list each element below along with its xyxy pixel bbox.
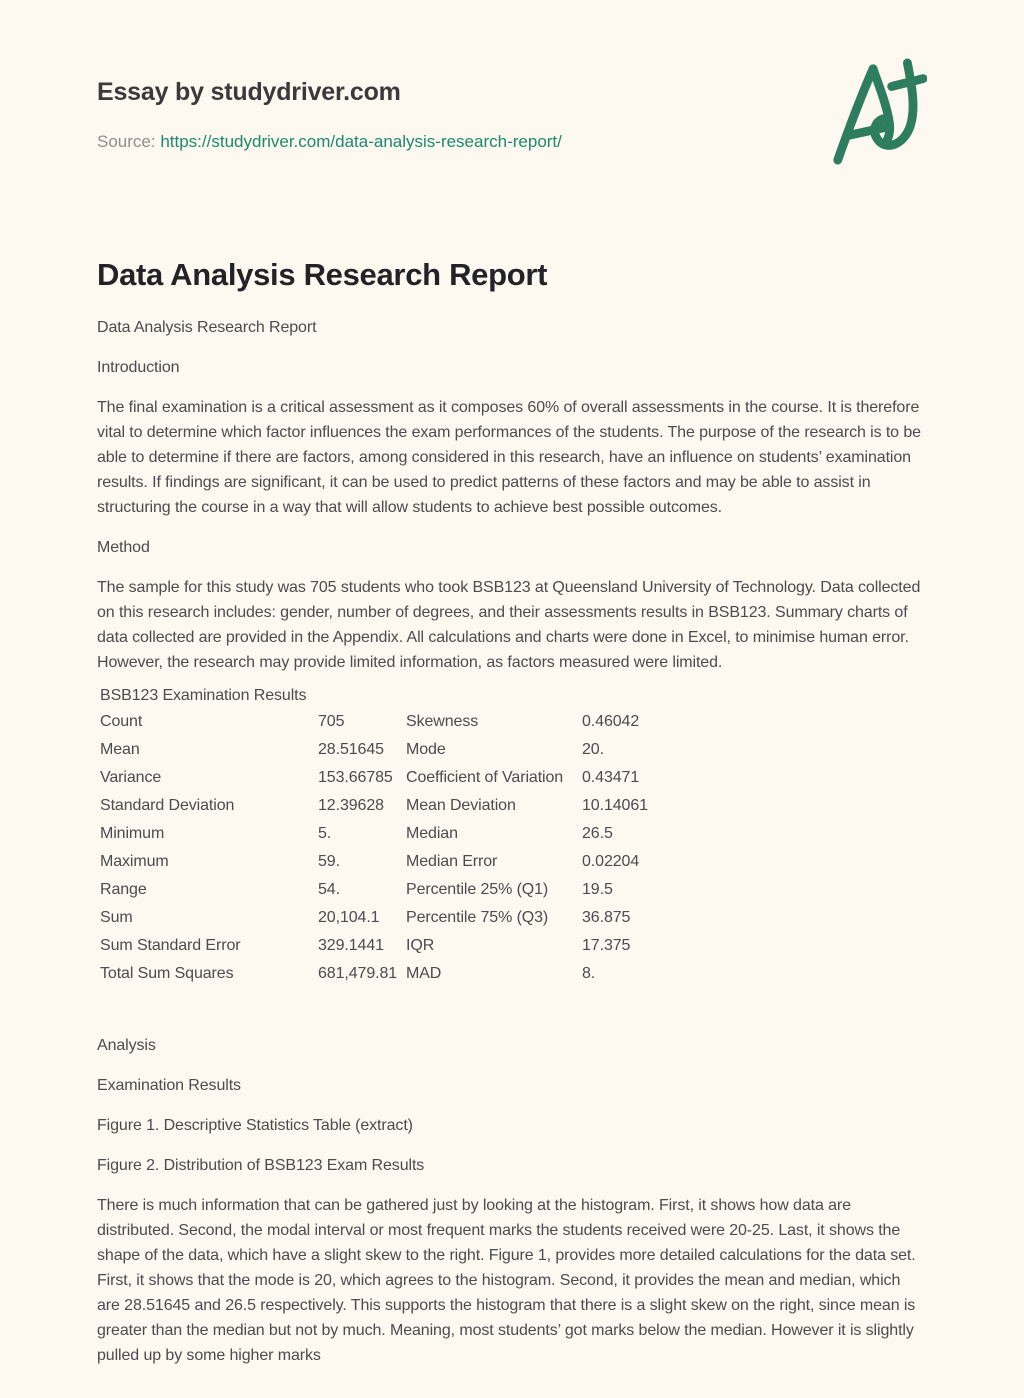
stat-value: 20. bbox=[582, 741, 604, 758]
source-label: Source: bbox=[97, 132, 156, 151]
stat-label: Mean Deviation bbox=[406, 797, 516, 814]
header-text-block bbox=[97, 55, 562, 152]
stat-value: 54. bbox=[318, 881, 340, 898]
stat-label: Percentile 25% (Q1) bbox=[406, 881, 549, 898]
header bbox=[97, 0, 927, 167]
stat-label: Standard Deviation bbox=[100, 797, 235, 814]
source-line bbox=[97, 132, 562, 152]
stats-table-title: BSB123 Examination Results bbox=[100, 687, 307, 704]
stat-label: Minimum bbox=[100, 825, 165, 842]
stat-label: Maximum bbox=[100, 853, 169, 870]
stat-label: IQR bbox=[406, 937, 435, 954]
article-subtitle: Data Analysis Research Report bbox=[97, 319, 317, 336]
a-plus-logo-icon bbox=[825, 55, 927, 167]
stat-value: 12.39628 bbox=[318, 797, 384, 814]
stats-table-row bbox=[100, 708, 927, 736]
stats-table-row bbox=[100, 736, 927, 764]
stats-table-body bbox=[100, 708, 927, 988]
source-link[interactable]: https://studydriver.com/data-analysis-research-report/ bbox=[160, 132, 562, 151]
stat-label: Skewness bbox=[406, 713, 479, 730]
heading-examination-results: Examination Results bbox=[97, 1077, 241, 1094]
article-title: Data Analysis Research Report bbox=[97, 257, 548, 292]
stat-label: Sum Standard Error bbox=[100, 937, 241, 954]
stat-value: 28.51645 bbox=[318, 741, 384, 758]
stat-label: MAD bbox=[406, 965, 442, 982]
stats-table-row bbox=[100, 960, 927, 988]
stats-table-row bbox=[100, 876, 927, 904]
stat-value: 153.66785 bbox=[318, 769, 393, 786]
stat-value: 36.875 bbox=[582, 909, 631, 926]
stat-label: Total Sum Squares bbox=[100, 965, 234, 982]
stat-value: 8. bbox=[582, 965, 596, 982]
figure1-caption: Figure 1. Descriptive Statistics Table (extract) bbox=[97, 1117, 413, 1134]
stat-value: 329.1441 bbox=[318, 937, 384, 954]
stat-value: 26.5 bbox=[582, 825, 613, 842]
stats-table-row bbox=[100, 764, 927, 792]
stat-value: 17.375 bbox=[582, 937, 631, 954]
stat-value: 0.43471 bbox=[582, 769, 640, 786]
stat-label: Variance bbox=[100, 769, 162, 786]
stat-label: Coefficient of Variation bbox=[406, 769, 564, 786]
stat-value: 5. bbox=[318, 825, 332, 842]
stat-label: Percentile 75% (Q3) bbox=[406, 909, 549, 926]
stat-value: 59. bbox=[318, 853, 340, 870]
stats-table-row bbox=[100, 848, 927, 876]
stat-value: 0.46042 bbox=[582, 713, 640, 730]
stat-label: Range bbox=[100, 881, 147, 898]
stat-value: 705 bbox=[318, 713, 345, 730]
paragraph-method: The sample for this study was 705 students who took BSB123 at Queensland University of Technology. Data collected on this research includes: gender, number of degrees, and their assessments results in BSB123. Summary charts of data collected are provided in the Appendix. All calculations and charts were done in Excel, to minimise human error. However, the research may provide limited information, as factors measured were limited. bbox=[97, 579, 921, 671]
stat-label: Count bbox=[100, 713, 143, 730]
stat-label: Mode bbox=[406, 741, 446, 758]
paragraph-introduction: The final examination is a critical assessment as it composes 60% of overall assessments in the course. It is therefore vital to determine which factor influences the exam performances of the students. The purpose of the research is to be able to determine if there are factors, among considered in this research, have an influence on students’ examination results. If findings are significant, it can be used to predict patterns of these factors and may be able to assist in structuring the course in a way that will allow students to achieve best possible outcomes. bbox=[97, 399, 921, 516]
heading-introduction: Introduction bbox=[97, 359, 180, 376]
stat-label: Median Error bbox=[406, 853, 498, 870]
stat-value: 10.14061 bbox=[582, 797, 648, 814]
stat-value: 20,104.1 bbox=[318, 909, 380, 926]
stats-table bbox=[97, 683, 927, 988]
stat-label: Mean bbox=[100, 741, 140, 758]
stats-table-row bbox=[100, 792, 927, 820]
site-title: Essay by studydriver.com bbox=[97, 78, 401, 106]
paragraph-analysis: There is much information that can be gathered just by looking at the histogram. First, it shows how data are distributed. Second, the modal interval or most frequent marks the students received were 20-25. Last, it shows the shape of the data, which have a slight skew to the right. Figure 1, provides more detailed calculations for the data set. First, it shows that the mode is 20, which agrees to the histogram. Second, it provides the mean and median, which are 28.51645 and 26.5 respectively. This supports the histogram that there is a slight skew on the right, since mean is greater than the median but not by much. Meaning, most students’ got marks below the median. However it is slightly pulled up by some higher marks bbox=[97, 1197, 916, 1364]
heading-method: Method bbox=[97, 539, 150, 556]
stats-table-row bbox=[100, 904, 927, 932]
stat-label: Sum bbox=[100, 909, 133, 926]
stat-value: 19.5 bbox=[582, 881, 613, 898]
stats-table-row bbox=[100, 932, 927, 960]
stat-label: Median bbox=[406, 825, 458, 842]
stats-table-row bbox=[100, 820, 927, 848]
figure2-caption: Figure 2. Distribution of BSB123 Exam Results bbox=[97, 1157, 425, 1174]
heading-analysis: Analysis bbox=[97, 1037, 156, 1054]
stat-value: 0.02204 bbox=[582, 853, 640, 870]
stat-value: 681,479.81 bbox=[318, 965, 398, 982]
